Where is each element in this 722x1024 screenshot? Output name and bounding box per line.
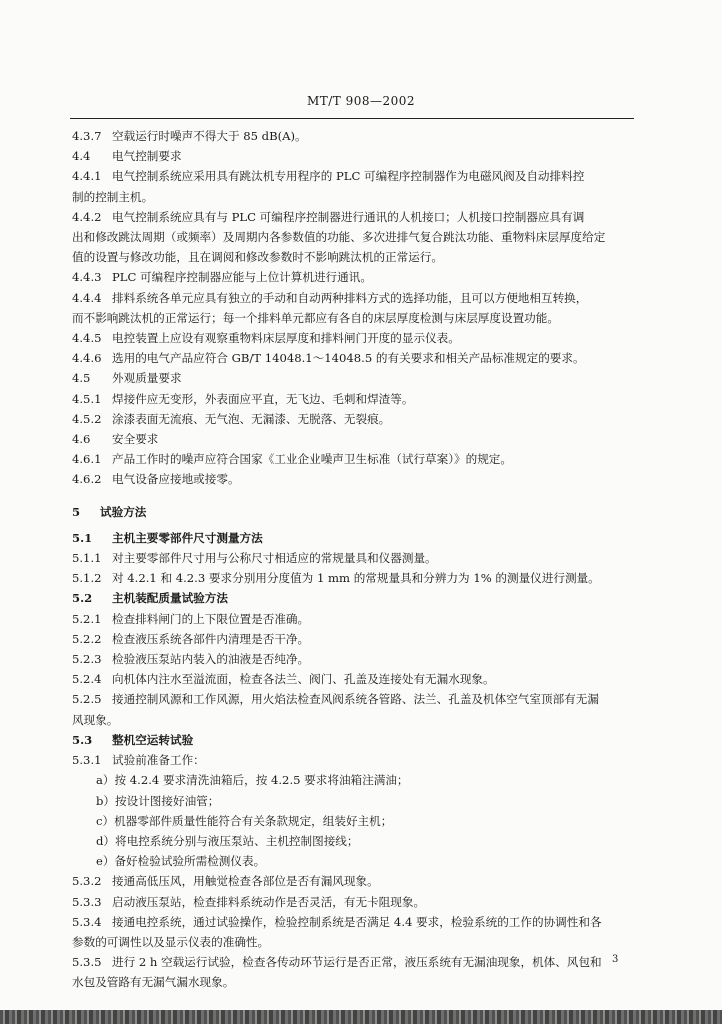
clause-number: 5.3.1	[72, 753, 102, 768]
clause-number: 5.1.1	[72, 551, 102, 566]
clause-number: 5.3.4	[72, 914, 102, 929]
clause-text: 外观质量要求	[112, 371, 182, 386]
clause-line	[72, 409, 636, 429]
clause-text: 主机主要零部件尺寸测量方法	[112, 530, 263, 545]
clause-number: 4.4	[72, 149, 91, 164]
clause-number: 5.2.4	[72, 672, 102, 687]
clause-number: 4.4.3	[72, 270, 102, 285]
clause-number: 4.5.1	[72, 391, 102, 406]
header-rule	[70, 118, 634, 119]
clause-text: 出和修改跳汰周期（或频率）及周期内各参数值的功能、多次进排气复合跳汰功能、重物料床层厚度给定	[72, 230, 606, 245]
clause-text: 对 4.2.1 和 4.2.3 要求分别用分度值为 1 mm 的常规量具和分辨力为 1% 的测量仪进行测量。	[112, 571, 600, 586]
clause-text: 向机体内注水至溢流面，检查各法兰、阀门、孔盖及连接处有无漏水现象。	[112, 672, 495, 687]
clause-text: 检查液压系统各部件内清理是否干净。	[112, 631, 310, 646]
clause-text: 启动液压泵站，检查排料系统动作是否灵活，有无卡阻现象。	[112, 894, 426, 909]
clause-line	[72, 389, 636, 409]
clause-number: 5.3.2	[72, 874, 102, 889]
section-number: 5	[72, 504, 81, 519]
list-item-text: b）按设计图接好油管；	[96, 793, 220, 808]
clause-text: 排料系统各单元应具有独立的手动和自动两种排料方式的选择功能，且可以方便地相互转换，	[112, 290, 588, 305]
clause-text: 焊接件应无变形，外表面应平直，无飞边、毛刺和焊渣等。	[112, 391, 414, 406]
clause-line	[72, 649, 636, 669]
clause-text: 电气控制要求	[112, 149, 182, 164]
clause-line	[72, 207, 636, 227]
clause-text: 电气设备应接地或接零。	[112, 472, 240, 487]
clause-text: PLC 可编程序控制器应能与上位计算机进行通讯。	[112, 270, 372, 285]
clause-number: 4.5.2	[72, 411, 102, 426]
clause-number: 5.2.3	[72, 652, 102, 667]
clause-text: 制的控制主机。	[72, 189, 154, 204]
clause-text: 选用的电气产品应符合 GB/T 14048.1～14048.5 的有关要求和相关产品标准规定的要求。	[112, 351, 585, 366]
clause-line	[72, 328, 636, 348]
list-item-text: a）按 4.2.4 要求清洗油箱后，按 4.2.5 要求将油箱注满油；	[96, 773, 409, 788]
page-number: 3	[612, 954, 619, 965]
list-item-text: e）备好检验试验所需检测仪表。	[96, 854, 266, 869]
clause-continuation	[72, 972, 636, 992]
clause-line	[72, 609, 636, 629]
clause-text: 主机装配质量试验方法	[112, 591, 228, 606]
clause-line	[72, 126, 636, 146]
clause-text: 安全要求	[112, 432, 159, 447]
clause-number: 5.2.1	[72, 611, 102, 626]
clause-line	[72, 871, 636, 891]
document-body	[72, 126, 636, 993]
clause-text: 对主要零部件尺寸用与公称尺寸相适应的常规量具和仪器测量。	[112, 551, 437, 566]
list-item	[72, 770, 636, 790]
clause-line	[72, 912, 636, 932]
clause-line	[72, 449, 636, 469]
clause-line	[72, 429, 636, 449]
clause-number: 5.1	[72, 530, 93, 545]
clause-continuation	[72, 187, 636, 207]
clause-line	[72, 528, 636, 548]
clause-text: 试验前准备工作：	[112, 753, 205, 768]
clause-text: 风现象。	[72, 712, 119, 727]
clause-number: 5.3.3	[72, 894, 102, 909]
standard-code-header: MT/T 908—2002	[306, 94, 416, 108]
clause-text: 值的设置与修改功能，且在调阅和修改参数时不影响跳汰机的正常运行。	[72, 250, 444, 265]
clause-text: 水包及管路有无漏气漏水现象。	[72, 975, 235, 990]
clause-text: 检查排料闸门的上下限位置是否准确。	[112, 611, 310, 626]
clause-text: 而不影响跳汰机的正常运行；每一个排料单元都应有各自的床层厚度检测与床层厚度设置功能。	[72, 310, 559, 325]
clause-number: 4.5	[72, 371, 91, 386]
section-gap	[72, 490, 636, 502]
clause-number: 4.4.6	[72, 351, 102, 366]
clause-line	[72, 267, 636, 287]
section-title: 试验方法	[100, 504, 147, 519]
list-item-text: c）机器零部件质量性能符合有关条款规定，组装好主机；	[96, 813, 393, 828]
clause-text: 电气控制系统应采用具有跳汰机专用程序的 PLC 可编程序控制器作为电磁风阀及自动排料控	[112, 169, 585, 184]
clause-line	[72, 568, 636, 588]
clause-number: 5.2	[72, 591, 93, 606]
clause-continuation	[72, 710, 636, 730]
clause-number: 4.4.4	[72, 290, 102, 305]
clause-number: 4.6.1	[72, 452, 102, 467]
clause-line	[72, 166, 636, 186]
clause-line	[72, 548, 636, 568]
clause-continuation	[72, 247, 636, 267]
list-item	[72, 831, 636, 851]
clause-number: 5.2.5	[72, 692, 102, 707]
section-heading	[72, 502, 636, 522]
clause-number: 5.2.2	[72, 631, 102, 646]
clause-line	[72, 629, 636, 649]
clause-number: 5.3	[72, 732, 93, 747]
clause-line	[72, 588, 636, 608]
clause-line	[72, 892, 636, 912]
clause-continuation	[72, 227, 636, 247]
clause-text: 电控装置上应设有观察重物料床层厚度和排料闸门开度的显示仪表。	[112, 331, 460, 346]
list-item	[72, 811, 636, 831]
clause-number: 4.4.1	[72, 169, 102, 184]
clause-number: 4.4.5	[72, 331, 102, 346]
clause-line	[72, 368, 636, 388]
clause-text: 参数的可调性以及显示仪表的准确性。	[72, 934, 270, 949]
clause-line	[72, 730, 636, 750]
clause-text: 电气控制系统应具有与 PLC 可编程序控制器进行通讯的人机接口；人机接口控制器应具有调	[112, 209, 585, 224]
clause-line	[72, 348, 636, 368]
clause-line	[72, 669, 636, 689]
clause-number: 4.4.2	[72, 209, 102, 224]
clause-number: 5.1.2	[72, 571, 102, 586]
clause-line	[72, 689, 636, 709]
clause-text: 空载运行时噪声不得大于 85 dB(A)。	[112, 129, 307, 143]
clause-number: 4.6	[72, 432, 91, 447]
clause-line	[72, 469, 636, 489]
clause-continuation	[72, 308, 636, 328]
clause-text: 整机空运转试验	[112, 732, 194, 747]
clause-line	[72, 750, 636, 770]
list-item	[72, 791, 636, 811]
clause-text: 涂漆表面无流痕、无气泡、无漏漆、无脱落、无裂痕。	[112, 411, 391, 426]
clause-text: 产品工作时的噪声应符合国家《工业企业噪声卫生标准（试行草案）》的规定。	[112, 452, 512, 467]
clause-continuation	[72, 932, 636, 952]
clause-line	[72, 146, 636, 166]
clause-number: 4.3.7	[72, 129, 102, 143]
list-item-text: d）将电控系统分别与液压泵站、主机控制图接线；	[96, 833, 359, 848]
clause-line	[72, 288, 636, 308]
clause-number: 4.6.2	[72, 472, 102, 487]
clause-line	[72, 952, 636, 972]
clause-text: 接通高低压风，用触觉检查各部位是否有漏风现象。	[112, 874, 379, 889]
clause-text: 进行 2 h 空载运行试验，检查各传动环节运行是否正常，液压系统有无漏油现象，机体、风包和	[112, 955, 602, 970]
clause-text: 接通控制风源和工作风源，用火焰法检查风阀系统各管路、法兰、孔盖及机体空气室顶部有无漏	[112, 692, 599, 707]
list-item	[72, 851, 636, 871]
clause-text: 检验液压泵站内装入的油液是否纯净。	[112, 652, 310, 667]
scan-edge-noise	[0, 1010, 722, 1024]
clause-number: 5.3.5	[72, 955, 102, 970]
clause-text: 接通电控系统，通过试验操作，检验控制系统是否满足 4.4 要求，检验系统的工作的协调性和各	[112, 914, 602, 929]
